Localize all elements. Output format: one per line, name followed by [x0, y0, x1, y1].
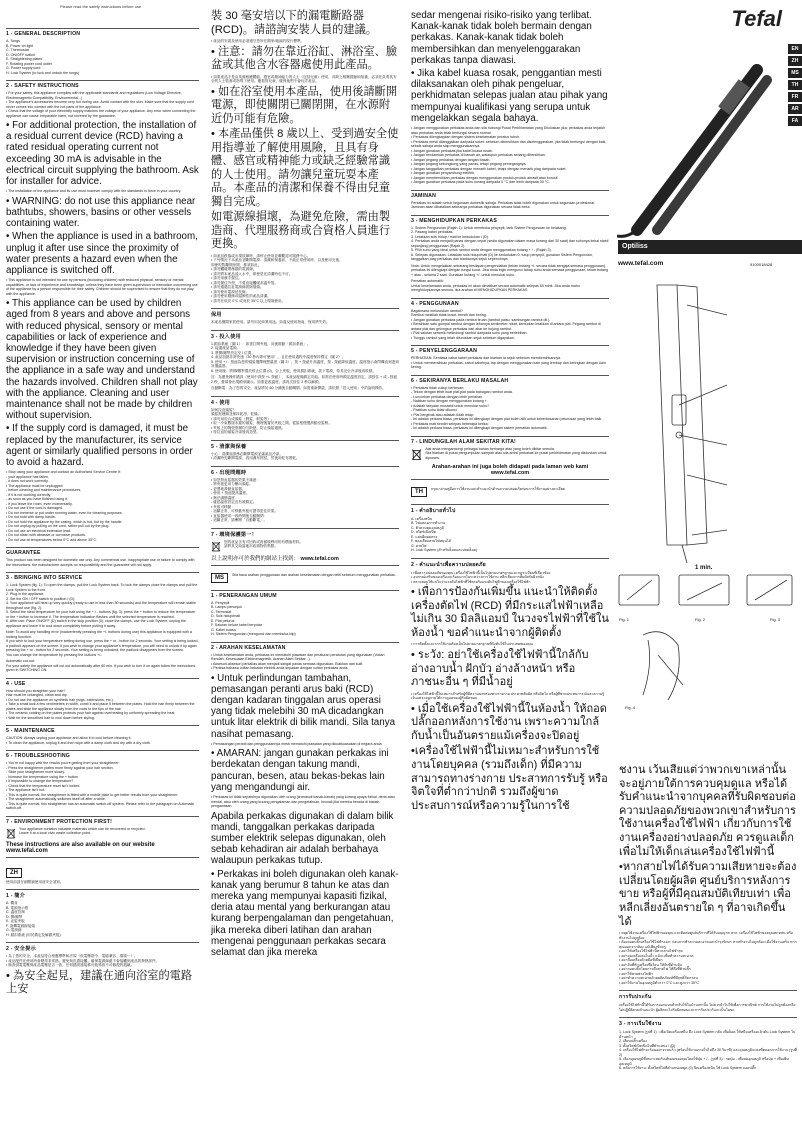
warning-paragraph: •หากสายไฟได้รับความเสียหายจะต้องเปลี่ยนโดยผู้ผลิต ศูนย์บริการหลังการขาย หรือผู้ที่มีคุณสมบัติเทียบเท่า เพื่อหลีกเลี่ยงอันตรายใด ๆ ที่อาจเกิดขึ้นได้ — [619, 861, 797, 928]
product-diagram — [617, 275, 792, 565]
paragraph: กรุณาอ่านคู่มือการใช้งานและคำแนะนำด้านความปลอดภัยก่อนการใช้งานอย่างละเอียด — [431, 486, 566, 491]
warning-paragraph: • When the appliance is used in a bathroom, unplug it after use since the proximity of water presents a hazard even when the appliance is switched off. — [6, 231, 198, 276]
section-title: 5 - 清潔與保養 — [211, 440, 399, 450]
section-title: 2 - คำแนะนำเพื่อความปลอดภัย — [411, 558, 609, 569]
section-title: 6 - TROUBLESHOOTING — [6, 750, 199, 759]
warning-paragraph: • Untuk perlindungan tambahan, pemasangan peranti arus baki (RCD) dengan kadaran tinggalan arus operasi yang tidak melebihi 30 mA dicadangkan untuk litar elektrik di bilik mandi. Sila tanya nasihat pemasang. — [211, 672, 396, 740]
website-link[interactable]: www.tefal.com — [300, 555, 339, 562]
section-title: 1 - GENERAL DESCRIPTION — [6, 28, 199, 37]
website-link[interactable]: www.tefal.com — [6, 847, 48, 854]
paragraph: Perkakas ini adalah untuk kegunaan domestik sahaja. Perkakas tidak boleh digunakan untuk kegunaan profesional. Jaminan akan dibatalkan sekiranya perkakas digunakan secara tidak betul. — [411, 200, 596, 210]
website-note: 以上說明亦可於我們的網站上找到： — [211, 555, 300, 562]
section-title: 7 - ENVIRONMENT PROTECTION FIRST! — [6, 816, 199, 825]
column-malay-thai — [405, 0, 615, 815]
paragraph: • 如產品跌落或出現故障時，請停止使用並聯繫認可服務中心。 • 下列情況下本產品須斷開電源：清潔和保養前、不能正常使用時、以及使用完後、 即使短暫離開房間，都須如此。 • 請勿觸碰帶濕損的電源線。 • 請勿將本產品浸入水中，即使是在清潔時也不可。 • 請勿用濕手握住。 • 請勿握住外殼，不要直接觸碰高溫外殼。 • 請勿通過拉扯電源線拔除插頭。 • 請勿使用電源延長線。 • 請勿使用磨蝕或腐蝕性的產品清潔。 • 請勿在低於 0°C 或高於 35°C 以上環境使用。 — [211, 253, 343, 303]
paragraph: 本產品僅限家居使用。請勿用於商業用途。如違反使用指南，保用將失效。 — [211, 320, 330, 324]
language-tab: MS — [788, 68, 802, 78]
paragraph: • Untuk keselamatan anda, perkakas ini mematuhi piawaian dan peraturan peraturan yang digunakan (Voltan Rendah, Kesesuaian Elektromagnetik, Arahan Alam Sekitar...). • Aksesori-aksesori perkakas akan menjadi sangat panas semasa digunakan. Elakkan dari kulit. • Periksa bahawa voltan bekalan elektrik anda sepadan dengan voltan perkakas anda. — [211, 652, 385, 670]
recycle-bin-icon — [411, 447, 422, 461]
website-note: Arahan-arahan ini juga boleh didapati pada laman web kami — [431, 463, 589, 470]
section-title: 4 - 使用 — [211, 396, 399, 406]
paragraph: • Jangan menggunakan perkakas anda dan sila hubungi Pusat Perkhidmatan yang Diluluskan jika: perkakas anda terjatuh atau perkakas anda tidak berfungsi secara normal. • Perkakas dilengkapkan dengan sistem keselamatan peratus tubuh. • Perkakas mesti ditanggalkan daripada soket: sebelum dibersihkan dan diselenggarakan, jika tidak berfungsi dengan baik, sebaik sahaja anda siap menggunakannya. • Jangan gunakan perkakas jika kabel kuasa rosak. • Jangan rendamkan perkakas di bawah air, walaupun perkakas sedang dibersihkan. • Jangan pegang perkakas dengan tangan basah. • Jangan pegang sekongkong yang panas, tetapi pegang pemegangnya. • Jangan tanggalkan perkakas dengan menarik kabel, tetapi dengan menarik plag daripada soket. • Jangan gunakan penyambung elektrik. • Jangan membersihkan perkakas dengan menggunakan produk-produk abrasif atau korosif. • Jangan gunakan perkakas pada suhu kurang daripada 0 °C dan lebih daripada 35 °C. — [411, 126, 607, 185]
figure-label: Fig. 4 — [625, 705, 636, 710]
paragraph: Bagaimana meluruskan rambut? Rambut mestilah tidak kusut, bersih dan kering. • Jangan gunakan perkakas pada rambut tiruan (rambut palsu, sambungan rambut dll.). • Bersihkan satu gumpal rambut dengan lebarnya sentimeter, sikat, kemudian letakkan di antara plat. Pegang rambut di antara plat dan gelongsor perkakas dari akar ke hujung rambut. • Plat salutan seramik melindungi rambut daripada suhu yang berlebihan. • Tunggu rambut yang telah diluruskan sejuk sebelum digayakan. — [411, 308, 601, 340]
paragraph: Your appliance contains valuable materials which can be recovered or recycled. Leave it at a local civic waste collection point. — [19, 826, 146, 836]
figure-hair-styling — [623, 625, 693, 705]
warning-paragraph: • If the supply cord is damaged, it must be replaced by the manufacturer, its service agent or similarly qualified persons in order to avoid a hazard. — [6, 423, 193, 468]
warning-paragraph: • 如在浴室使用本產品，使用後請斷開電源，即使關閉已關閉開，在水源附近仍可能有危險。 — [211, 85, 398, 125]
website-note: These instructions are also available on our website — [6, 841, 155, 848]
warning-paragraph: • 本產品僅供 8 歲以上、受到過安全使用指導並了解使用風險，且具有身體、感官或精神能力或缺乏經驗常識的人士使用。請勿讓兒童玩耍本產品。本產品的清潔和保養不得由兒童獨自完成。 — [211, 128, 399, 208]
section-title: JAMINAN — [411, 190, 609, 199]
paragraph: • Stop using your appliance and contact an Authorised Service Centre if: - your appliance has fallen, - it does not work correctly. • The appliance must be unplugged: - before cleaning and maintenance procedures, - if it is not working correctly, - as soon as you have finished using it, - if you leave the room, even momentarily. • Do not use if the cord is damaged. • Do not immerse or put under running water, even for cleaning purposes. • Do not hold with damp hands. • Do not hold the appliance by the casing, which is hot, but by the handle. • Do not unplug by pulling on the cord, rather pull out by the plug. • Do not use an electrical extension lead. • Do not clean with abrasive or corrosive products. • Do not use at temperatures below 0°C and above 35°C. — [6, 470, 123, 542]
section-title: 1 - 簡介 — [6, 889, 199, 899]
warning-paragraph: • เพื่อการป้องกันเพิ่มขึ้น แนะนำให้ติดตั้งเครื่องตัดไฟ (RCD) ที่มีกระแสไฟฟ้าเหลือไม่เกิน 30 มิลลิแอมป์ ในวงจรไฟฟ้าที่ใช้ในห้องน้ำ ขอคำแนะนำจากผู้ติดตั้ง — [411, 586, 609, 639]
language-tabs — [788, 44, 802, 128]
section-title: 6 - 出現問題時 — [211, 466, 399, 476]
section-title: 6 - SEKIRANYA BERLAKU MASALAH — [411, 375, 609, 384]
paragraph: Sila baca arahan penggunaan dan arahan keselamatan dengan teliti sebelum menggunakan perkakas. — [232, 572, 396, 577]
language-tab: FA — [788, 116, 802, 126]
hair-straightener-image — [617, 40, 787, 240]
section-title: 4 - USE — [6, 678, 199, 687]
language-box-ms: MS — [211, 573, 228, 583]
section-title: 2 - 安全提示 — [6, 942, 199, 952]
warning-paragraph: sedar mengenai risiko-risiko yang terlibat. Kanak-kanak tidak boleh bermain dengan perkakas. Kanak-kanak tidak boleh membersihkan dan menyelenggarakan perkakas tanpa diawasi. — [411, 10, 592, 66]
paragraph: • You're not happy with the results you're getting from your straightener: - Press the straightener plates more firmly against your hair section. - Slide your straightener more slowly. - Increase the temperature using the + button. • If impossible to change the temperature? - Check that the temperature reset isn't locked. • The appliance isn't hot. - This is quite normal, the straightener is fitted with a mobile plate to get better results from your straightener. • The straightener automatically switches itself off after a while. - This is quite normal, this straightener has an automatic switch-off system. Please refer to the paragraph on Automatic switch-off. — [6, 761, 195, 811]
warning-paragraph: • For additional protection, the installation of a residual current device (RCD) having a rated residual operating current not exceeding 30 mA is advisable in the electrical circuit supplying the bathroom. Ask for installer for advice. — [6, 120, 199, 188]
warning-paragraph: • Perkakas ini boleh digunakan oleh kanak-kanak yang berumur 8 tahun ke atas dan mereka yang mempunyai kapasiti fizikal, deria atau mental yang berkurangan atau kurang berpengalaman dan pengetahuan, jika mereka diberi latihan dan arahan mengenai penggunaan perkakas secara selamat dan jika mereka — [211, 868, 399, 958]
brand-logo — [731, 6, 782, 32]
warning-paragraph: 如電源線損壞，為避免危險，需由製造商、代理服務商或合資格人員進行更換。 — [211, 211, 391, 250]
header-note: Please read the safety instructions before use — [60, 4, 142, 9]
paragraph: Note: To avoid any handling error (inadvertently pressing the +/- buttons during use) this appliance is equipped with a locking function. If you wish to lock your temperature setting during use, press the + or - button for 2 seconds. Your setting is being locked, a padlock appears on the screen. If you wish to change your appliance's temperature, you will need to unlock it by again pressing the + or - button for 2 seconds. Your setting is being unlocked, the padlock disappears from the screen. You can change the temperature by pressing the buttons +/-. — [6, 630, 199, 657]
paragraph: • Perkakas ini tidak sepatutnya digunakan oleh orang (termasuk kanak-kanak) yang kurang upaya fizikal, deria atau mental, atau oleh orang yang kurang pengalaman dan pengetahuan, kecuali jika mereka berada di bawah pengawasan. — [211, 795, 395, 809]
warning-paragraph: •เครื่องใช้ไฟฟ้านี้ไม่เหมาะสำหรับการใช้งานโดยบุคคล (รวมถึงเด็ก) ที่มีความสามารถทางร่างกาย ประสาทการรับรู้ หรือจิตใจที่ต่ำกว่าปกติ รวมถึงผู้ขาดประสบการณ์หรือความรู้ในการใช้ — [411, 745, 608, 812]
warning-paragraph: • เมื่อใช้เครื่องใช้ไฟฟ้านี้ในห้องน้ำ ให้ถอดปลั๊กออกหลังการใช้งาน เพราะความใกล้กับน้ำเป็นอันตรายแม้เครื่องจะปิดอยู่ — [411, 702, 607, 742]
paragraph: 如何拉直頭髮？ 頭髮需理順並保持乾淨、乾燥。 • 請勿用於合成頭髮（假髮、駁髮等）。 • 取一小束數厘米寬的頭髮，梳理後置於夾板之間。從髮根慢慢滑動至髮梢。 • 夾板上的陶瓷塗層均勻散熱，防止頭髮過熱。 • 待拉直的頭髮冷卻後再造型。 — [211, 407, 332, 434]
section-title: 5 - MAINTENANCE — [6, 725, 199, 734]
section-title: 5 - PENYELENGGARAAN — [411, 345, 609, 354]
paragraph: • This appliance is not intended for use by persons (including children) with reduced physical, sensory or mental capabilities, or lack of experience and knowledge, unless they have been given supervision or instruction concerning use of the appliance by a person responsible for their safety. Children should be supervised to ensure that they do not play with the appliance. — [6, 278, 198, 296]
paragraph: • Perkakas tidak cukup berkesan: - Tekan dengan lebih kuat plat-plat pada bahagian rambut anda. - Luncurkan perkakas dengan lebih perlahan. - Naikkan suhu dengan menggunakan butang +. • Adakah tanyaan mustahil untuk menukar suhu? - Pastikan suhu tidak dikunci. • Plat bergerak atau adakah tidak tetap: - Ini adalah perkara biasa, perkakas ini dilengkapi dengan plat boleh alih untuk keberkesanan pelurusan yang lebih baik. • Perkakas mati sendiri selepas beberapa ketika: - Ini adalah perkara biasa, perkakas ini dilengkapi dengan sistem pematian automatik. — [411, 385, 603, 431]
paragraph: • การติดตั้งและการใช้งานต้องเป็นไปตามมาตรฐานที่บังคับใช้ในประเทศของคุณ — [411, 642, 533, 647]
section-title: 2 - SAFETY INSTRUCTIONS — [6, 80, 199, 89]
description-list: A. Penyepit B. Lampu penunjuk C. Termostat D. Suis hidup/mati E. Plat pelurus F. Saluran keluar kabel berputar G. Kabel kuasa H. Sistem Penguncian (mengunci dan membuka klip) — [211, 600, 296, 636]
paragraph: 使用前請仔細閱讀使用前安全須知。 — [6, 879, 64, 884]
column-chinese-malay — [205, 0, 405, 960]
section-title: การรับประกัน — [619, 990, 797, 1001]
paragraph: • 如果產品不是由具備相應體能、感官或精神能力的人士（包括兒童）使用，或缺乏相關經驗和知識，必須在負責其安全的人士監督或指導下使用。應看管兒童，確保他們不會玩弄產品。 — [211, 74, 397, 83]
paragraph: 自動斷電：為了您的安全，產品將於 60 分鐘後自動關閉。如需重新開啟，請依照「投入使用」中的說明操作。 — [211, 386, 386, 390]
recycle-bin-icon — [211, 540, 221, 552]
brand-text: Tefal — [731, 6, 782, 31]
paragraph: • 為了您的安全，本產品符合相應標準和法規（低電壓指令、電磁兼容、環境⋯）。 • 產品配件在使用時會變得非常熱。避免與皮膚接觸。確保電源線絕不會接觸到產品的發熱部件。 • 檢查供電電壓與產品電壓是否一致。任何錯誤連接都可能導致不可修復的損壞。 — [6, 954, 160, 968]
description-list: A. 機身 B. 電源指示燈 C. 溫度控制 D. 開/關掣 E. 直髮夾板 F. 旋轉電源線接頭 G. 電源線 H. 鎖扣系統 (用於鎖定及解鎖夾板) — [6, 901, 61, 937]
section-title: 1 - คำอธิบายทั่วไป — [411, 504, 609, 515]
section-title: GUARANTEE — [6, 547, 199, 556]
description-list: A. เครื่องหนีบ B. ไฟแสดงการทำงาน C. ตัวควบคุมอุณหภูมิ D. สวิตช์เปิด/ปิด E. แผ่นยืดผมตรง F. ช่องเสียบสายไฟหมุนได้ G. สายไฟ H. Lock System (สำหรับล็อคและปลดล็อค) — [411, 516, 478, 553]
paragraph: • The installation of the appliance and its use must however comply with the standards in force in your country. — [6, 189, 182, 194]
paragraph: • 產品的安裝及使用必須遵守您所在國家/地區的現行標準。 — [211, 39, 305, 43]
figure-timer-label: 1 min. — [695, 565, 713, 571]
paragraph: 您的產品含有可回收或再循環利用的有價值材料。 請將其交給當地市政廢物收集點。 — [224, 539, 304, 548]
section-title: 7 - LINDUNGILAH ALAM SEKITAR KITA! — [411, 436, 609, 445]
paragraph: • Pemasangan peranti dan penggunaannya mesti mematuhi piawaian yang dikuatkuasakan di negara anda. — [211, 741, 383, 746]
language-box-zh: ZH — [6, 868, 22, 878]
paragraph: เครื่องใช้ไฟฟ้านี้ได้รับการออกแบบสำหรับใช้ในบ้านเท่านั้น ไม่ควรนำไปใช้เพื่อการพาณิชย์ การใช้งานไม่ถูกต้องหรือไม่ปฏิบัติตามคำแนะนำ ผู้ผลิตจะไม่รับผิดชอบและการรับประกันจะเป็นโมฆะ — [619, 1003, 796, 1012]
language-tab: TH — [788, 80, 802, 90]
paragraph: Automatic cut-out: For your safety the appliance will cut out automatically after 60 min. If you wish to turn it on again follow the instructions given in SWITCHING ON. — [6, 659, 196, 673]
paragraph: • หยุดใช้งานเครื่องใช้ไฟฟ้าของคุณ และติดต่อศูนย์บริการที่ได้รับอนุญาต หาก: เครื่องใช้ไฟฟ้าของคุณตกหล่น หรือทำงานไม่ถูกต้อง • ต้องถอดปลั๊กเครื่องใช้ไฟฟ้าออก: ก่อนการทำความสะอาดและบำรุงรักษา หากทำงานไม่ถูกต้อง เมื่อใช้งานเสร็จ หากคุณออกจากห้อง แม้เพียงชั่วครู่ • อย่าใช้เครื่องใช้ไฟฟ้านี้หากสายไฟชำรุด • อย่าจุ่มเครื่องลงในน้ำ แม้จะเพื่อทำความสะอาด • อย่าถือเครื่องด้วยมือที่เปียก • อย่าจับที่ตัวเครื่องซึ่งร้อน ให้จับที่ด้ามจับ • อย่าถอดปลั๊กโดยการดึงสายไฟ ให้ดึงที่ตัวปลั๊ก • อย่าใช้สายพ่วงไฟฟ้า • อย่าทำความสะอาดด้วยผลิตภัณฑ์ที่มีฤทธิ์กัดกร่อน • อย่าใช้งานในอุณหภูมิต่ำกว่า 0°C และสูงกว่า 35°C — [619, 931, 797, 985]
paragraph: 小心：清潔前請務必斷開電源並讓產品冷卻。 • 清潔時先斷開電源，再用濕布擦拭，然後用乾布擦乾。 — [211, 451, 300, 460]
language-tab: AR — [788, 104, 802, 114]
paragraph: • For your safety, this appliance complies with the applicable standards and regulations (Low Voltage Directive, Electromagnetic Compatibility, Environmental...) • The appliance's accessories become very hot during use. Avoid contact with the skin. Make sure that the supply cord never comes into contact with the hot parts of the appliance. • Check that the voltage of your electricity supply matches the voltage of your appliance. Any error when connecting the appliance can cause irreparable harm, not covered by the guarantee. — [6, 91, 196, 118]
warning-paragraph: ชงาน เว้นเสียแต่ว่าพวกเขาเหล่านั้นจะอยู่ภายใต้การควบคุมดูแล หรือได้รับคำแนะนำจากบุคคลที่รับผิดชอบต่อความปลอดภัยของพวกเขาสำหรับการใช้งานเครื่องใช้ไฟฟ้า เกี่ยวกับการใช้งานเครื่องอย่างปลอดภัย ควรดูแลเด็กเพื่อไม่ให้เด็กเล่นเครื่องใช้ไฟฟ้านี้ — [619, 764, 796, 858]
reference-number: 9100018428 — [750, 262, 773, 267]
warning-paragraph: • Jika kabel kuasa rosak, penggantian mesti dilaksanakan oleh pihak pengeluar, perkhidmatan selepas jualan atau pihak yang mempunyai kualifikasi yang serupa untuk mengelakkan segala bahaya. — [411, 68, 608, 124]
section-title: 4 - PENGGUNAAN — [411, 298, 609, 307]
language-tab: ZH — [788, 56, 802, 66]
paragraph: • เพื่อความปลอดภัยของคุณ เครื่องใช้ไฟฟ้านี้เป็นไปตามมาตรฐานและกฎระเบียบที่เกี่ยวข้อง • อุปกรณ์เสริมของเครื่องจะร้อนมากในระหว่างการใช้งาน หลีกเลี่ยงการสัมผัสกับผิวหนัง • ตรวจสอบให้แน่ใจว่าแรงดันไฟฟ้าที่ใช้ตรงกับแรงดันไฟฟ้าของเครื่องใช้ไฟฟ้า — [411, 570, 551, 584]
model-name: Optiliss — [618, 240, 802, 254]
section-title: 3 - 投入使用 — [211, 330, 399, 340]
warning-paragraph: • This appliance can be used by children aged from 8 years and above and persons with reduced physical, sensory or mental capabilities or lack of experience and knowledge if they have been given supervision or instruction concerning use of the appliance in a safe way and understand the hazards involved. Children shall not play with the appliance. Cleaning and user maintenance shall not be made by children without supervision. — [6, 298, 198, 422]
warning-paragraph: • ระวัง: อย่าใช้เครื่องใช้ไฟฟ้านี้ใกล้กับอ่างอาบน้ำ ฝักบัว อ่างล้างหน้า หรือภาชนะอื่น ๆ ที่มีน้ำอยู่ — [411, 648, 589, 689]
paragraph: 1. Sistem Penguncian (Rajah 1): Untuk membuka penyepit, tarik Sistem Penguncian ke belakang. 2. Pasang kabel perkakas. 3. Letakkan suis hidup / mati ke kedudukan I (D). 4. Perkakas anda menjadi panas dengan cepat (sedia digunakan dalam masa kurang dari 30 saat) dan suhunya kekal stabil sepanjang penggunaan (Rajah 2). 5. Pilih suhu yang ideal untuk rambut anda dengan menggunakan butang + / - (Rajah 3). 6. Selepas digunakan: Letakkan suis hidup/mati (D) ke kedudukan 0, tutup penyepit, gunakan Sistem Penguncian, tanggalkan plag perkakas dan biarkannya sejuk sepenuhnya. — [411, 225, 609, 262]
description-list: A. Tongs B. Power on light C. Thermostat D. ON/OFF switch E. Straightening plates F. Rotating power cord outlet G. Power supply cord H. Lock System (to lock and unlock the tongs) — [6, 39, 80, 75]
paragraph: Pematian automatik: Untuk keselamatan anda, perkakas ini akan dimatikan secara automatik selepas 60 minit. Jika anda mahu menghidupkannya semula, ikut arahan di MENGHIDUPKAN PERKAKAS. — [411, 279, 580, 293]
warning-paragraph: • WARNING: do not use this appliance near bathtubs, showers, basins or other vessels containing water. — [6, 195, 196, 230]
paragraph: 1. Lock System (รูปที่ 1) : เพื่อเปิดเครื่องหนีบ ดึง Lock System กลับ เพื่อล็อค ให้หนีบเครื่องแล้วดัน Lock System ไปด้านหน้า 2. เสียบปลั๊กเครื่อง 3. ตั้งสวิตช์เปิด/ปิดไปที่ตำแหน่ง I (D) 4. เครื่องใช้ไฟฟ้าจะร้อนอย่างรวดเร็ว (พร้อมใช้งานภายในไม่ถึง 30 วินาที) และอุณหภูมิจะคงที่ตลอดการใช้งาน (รูปที่ 2) 5. เลือกอุณหภูมิที่เหมาะสมกับเส้นผมของคุณโดยใช้ปุ่ม + / - (รูปที่ 3) : กดปุ่ม - เพื่อลดอุณหภูมิ หรือปุ่ม + เพื่อเพิ่มอุณหภูมิ 6. หลังการใช้งาน: ตั้งสวิตช์ไปที่ตำแหน่งหยุด (0) ปิดเครื่องหนีบ ใช้ Lock System ถอดปลั๊ก — [619, 1030, 797, 1071]
figure-label: Fig. 1 — [619, 617, 630, 622]
warning-paragraph: 裝 30 毫安培以下的漏電斷路器 (RCD)。請諮詢安裝人員的建議。 — [211, 10, 377, 36]
section-title: 3 - การเริ่มใช้งาน — [619, 1017, 797, 1028]
paragraph: • เครื่องใช้ไฟฟ้านี้ไม่เหมาะสำหรับผู้ที่มีความบกพร่องทางร่างกาย ประสาทสัมผัส หรือจิตใจ หรือผู้ที่ขาดประสบการณ์และความรู้ เว้นแต่จะอยู่ภายใต้การดูแลของผู้รับผิดชอบ — [411, 691, 604, 701]
column-english — [0, 0, 205, 999]
paragraph: How should you straighten your hair? Hair must be untangled, clean and dry. • Do not use the appliance on synthetic hair (wigs, extensions, etc.). • Take a small lock a few centimetres in width, comb it and place it between the plates. Hold the hair firmly between the plates and slide the appliance slowly from the roots to the tips of the hair. • The ceramic coating on the plates protects your hair against overheating by uniformly spreading the heat. • Wait for the smoothed hair to cool down before styling. — [6, 688, 195, 720]
warning-paragraph: • 注意：請勿在靠近浴缸、淋浴室、臉盆或其他含水容器處使用此產品。 — [211, 45, 398, 71]
figure-label: Fig. 2 — [695, 617, 706, 622]
figure-label: Fig. 3 — [770, 617, 781, 622]
paragraph: • 如您對直髮器的效果不滿意： - 將夾板更用力壓向頭髮。 - 更慢地滑動直髮器。 - 使用 + 按鈕提高溫度。 • 無法調節溫度： - 確認溫度設定沒有被鎖定。 • 夾板可移動： - 這屬正常，可移動夾板可獲得更佳效果。 • 直髮器使用一段時間後自動關閉： - 這屬正常，請參閱「自動斷電」。 — [211, 477, 278, 522]
paragraph: Alat anda mengandungi pelbagai bahan berharga atau yang boleh dikitar semula. Sila biarkan di pusat pengumpulan sampah atau sila ambil perkakas ke pusat perkhidmatan yang diluluskan untuk diproses. — [425, 446, 607, 460]
section-title: 7 - 環境保護第一！ — [211, 528, 399, 538]
section-title: 1 - PENERANGAN UMUM — [211, 590, 399, 599]
recycle-bin-icon — [6, 827, 16, 839]
warning-paragraph: • AMARAN: jangan gunakan perkakas ini berdekatan dengan takung mandi, pancuran, besen, atau bekas-bekas lain yang mengandungi air. — [211, 748, 389, 793]
warning-paragraph: • 為安全起見，建議在通向浴室的電路上安 — [6, 969, 193, 996]
language-box-th: TH — [411, 487, 427, 497]
paragraph: PERHATIAN: Sentiasa cabut kabel perkakas dan biarkan ia sejuk sebelum membersihkannya. • Untuk membersihkan perkakas, cabut kabelnya, lap dengan menggunakan kain yang lembap dan keringkan dengan kain kering. — [411, 356, 606, 370]
paragraph: CAUTION: Always unplug your appliance and allow it to cool before cleaning it. • To clean the appliance, unplug it and then wipe with a damp cloth and dry with a dry cloth. — [6, 736, 151, 745]
language-tab: EN — [788, 44, 802, 54]
section-title: 3 - MENGHIDUPKAN PERKAKAS — [411, 215, 609, 224]
warning-paragraph: Apabila perkakas digunakan di dalam bilik mandi, tanggalkan perkakas daripada sumber elektrik selepas digunakan, oleh sebab kehadiran air adalah berbahaya walaupun perkakas tutup. — [211, 810, 394, 867]
section-title: 3 - BRINGING INTO SERVICE — [6, 572, 199, 581]
language-tab: FR — [788, 92, 802, 102]
section-title: 保用 — [211, 308, 399, 318]
section-title: 2 - ARAHAN KESELAMATAN — [211, 642, 399, 651]
paragraph: 1. Lock System (fig. 1): To open the clamps, pull the Lock System back. To lock the clamps close the clamps and pull the Lock System to the front. 2. Plug in the appliance. 3. Set the ON / OFF switch to position I (D). 4. Your appliance will heat up very quickly (ready to use in less than 30 seconds) and the temperature will remain stable throughout use (fig. 2). 5. Select the ideal temperature for your hair using the + / - buttons (fig. 3): press the + button to reduce the temperature or the + button to increase it. The temperature indication flashes until the selected temperature is reached. 6. After use: Place ON/OFF (D) switch in the stop position (0), close the clamps, use the Lock System, unplug the appliance and leave it to cool down completely before putting it away. — [6, 583, 198, 628]
website-link[interactable]: www.tefal.com — [490, 469, 530, 476]
figure-row-1 — [617, 565, 797, 615]
paragraph: 註：為避免操作錯誤（使用中誤按 +/- 按鈕），本產品配備鎖定功能。如需在使用時鎖定溫度設定，請按住 + 或 - 按鈕 2 秒，螢幕會出現鎖形圖示。如需更改溫度，請再次按住 2 秒以解鎖。 — [211, 375, 398, 384]
paragraph: 1.鎖扣系統（圖 1）：如需打開夾板，向後推動「鎖扣系統」。 2. 接通產品電源。 3. 將開/關掣設定至 I 位置。 4. 產品加熱非常快速（30 秒內即可使用），且在使用過程中溫度保持穩定（圖 2）。 5. 使用 + / - 按鈕為您的頭髮選擇理想溫度（圖 3）。按 + 按鈕升高溫度，按 - 按鈕降低溫度。溫度指示會閃爍直到達到所選溫度。 6. 使用後：將開/關掣置於停止位置 (0)，合上夾板，使用鎖扣系統，拔下電源，待其完全冷卻後再收納。 — [211, 341, 399, 373]
paragraph: This product has been designed for domestic use only. Any commercial use, inappropriate use or failure to comply with the instructions, the manufacturer accepts no responsibility and the guarantee will not apply. — [6, 558, 195, 567]
paragraph: Nota: Untuk mengelakkan sebarang kesilapan pengendalian (tekan butang +/- secara tidak sengaja semasa penggunaan), perkakas ini dilengkapi dengan fungsi kunci. Jika anda ingin mengunci tahap suhu anda semasa penggunaan, tekan butang + atau - selama 2 saat. Gunakan butang +/- untuk menukar suhu. — [411, 263, 608, 277]
website-link[interactable]: www.tefal.com — [618, 260, 664, 267]
